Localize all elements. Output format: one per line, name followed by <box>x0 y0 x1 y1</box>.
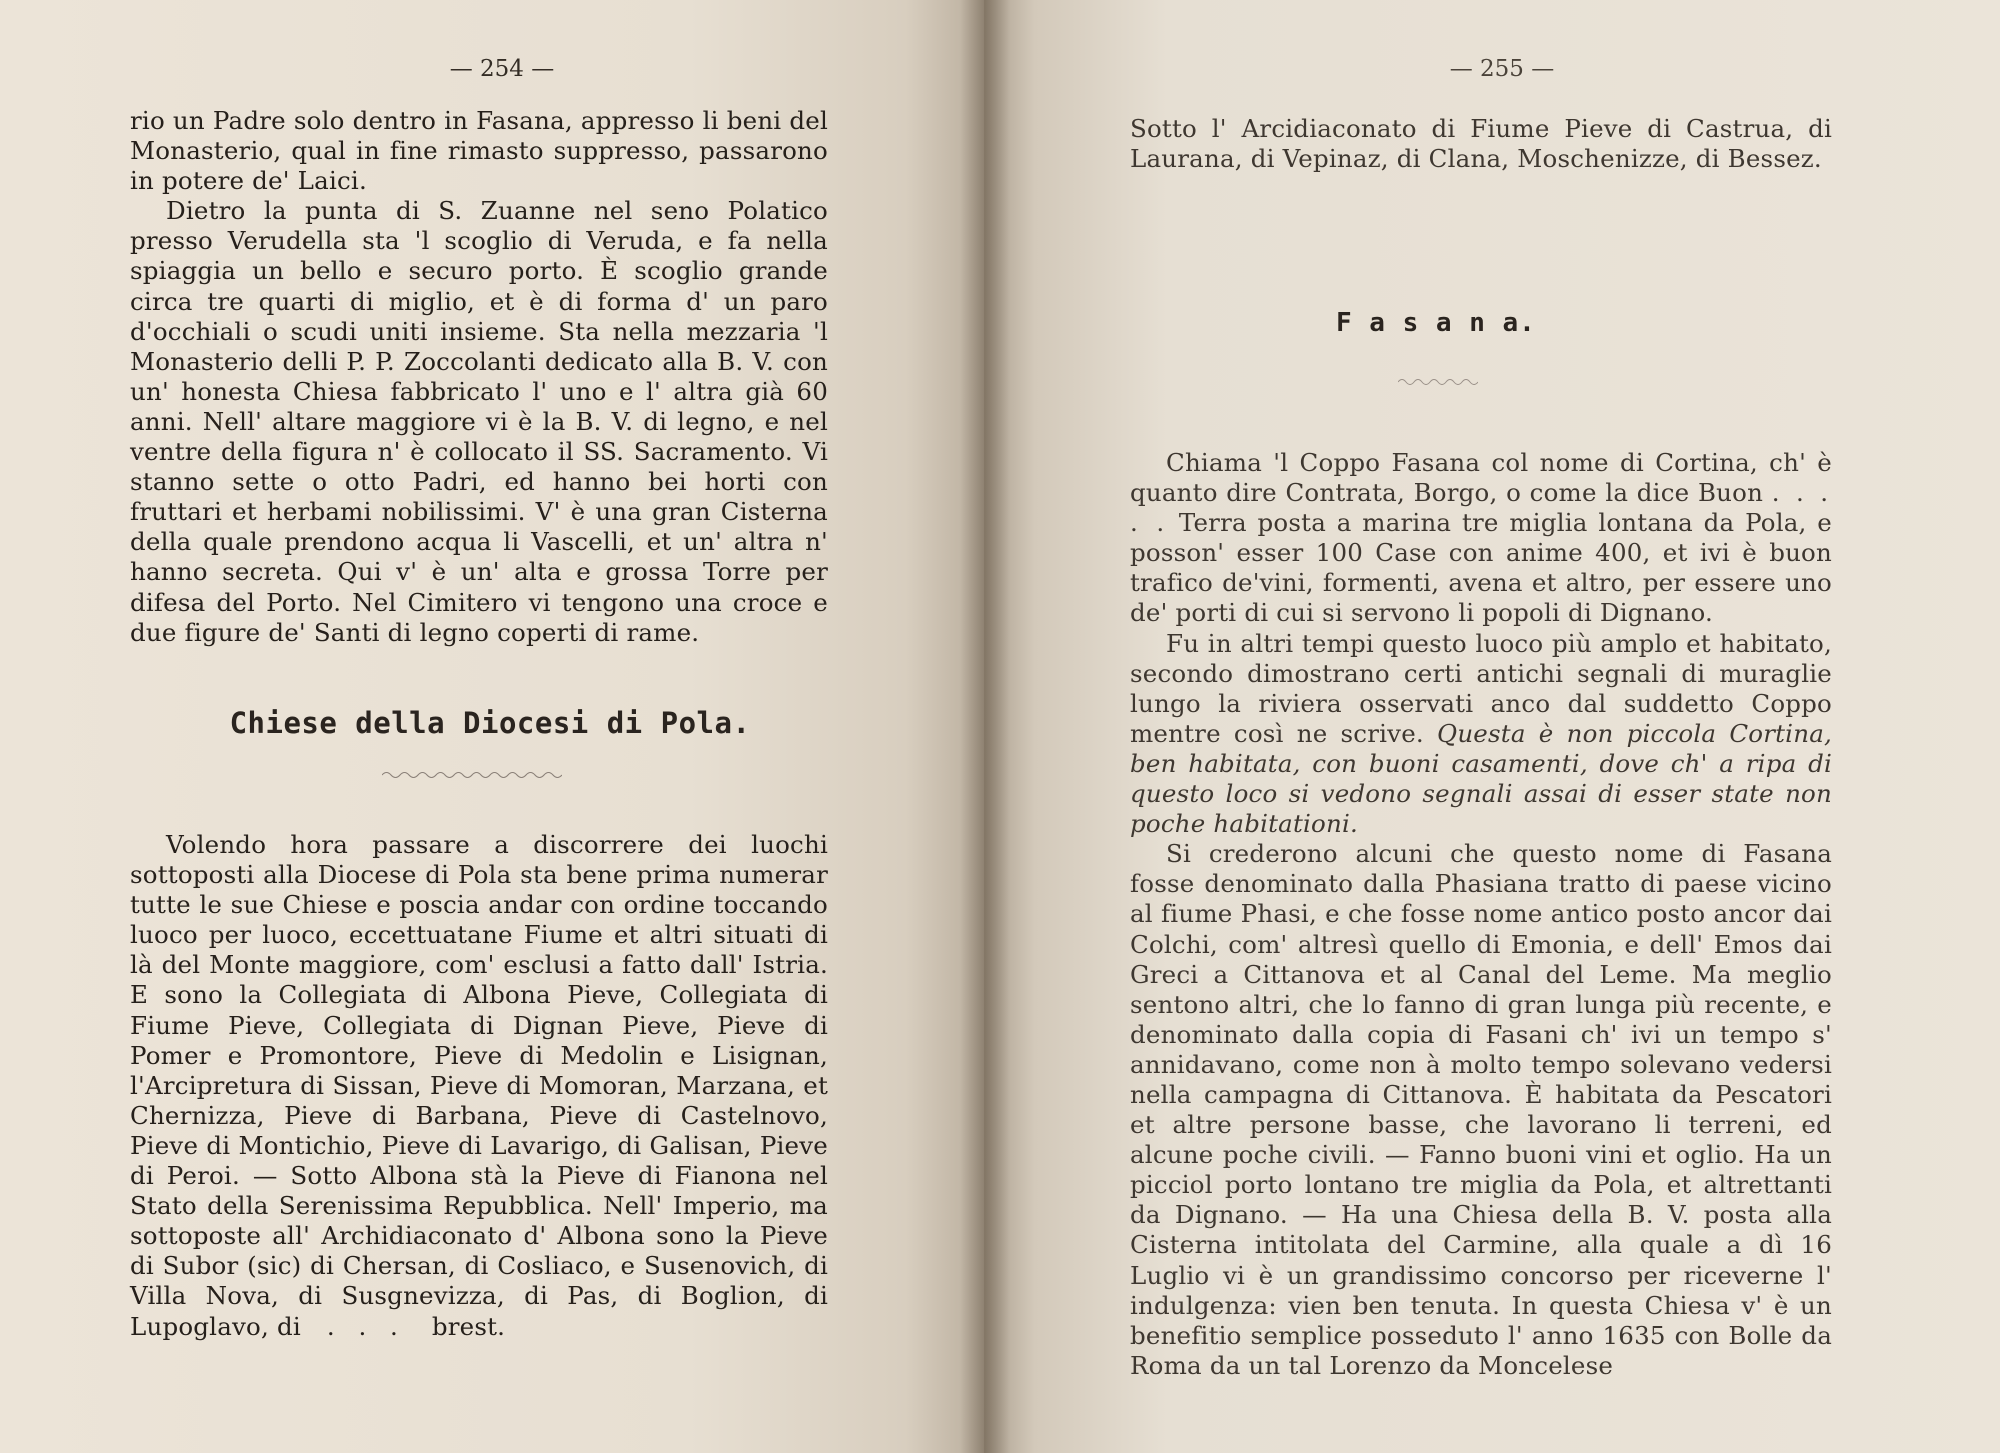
right-heading-ornament <box>1398 376 1478 388</box>
right-paragraph-3: Si crederono alcuni che questo nome di Fasana fosse denominato dalla Phasiana tratto di paese vicino al fiume Phasi, e che fosse nome antico posto ancor dai Colchi, com' altresì quello di Emonia, e dell' Emos dai Greci a Cittanova et al Canal del Leme. Ma meglio sentono altri, che lo fanno di gran lunga più recente, e denominato dalla copia di Fasani ch' ivi un tempo s' annidavano, come non à molto tempo solevano vedersi nella campagna di Cittanova. È habitata da Pescatori et altre persone basse, che lavorano li terreni, ed alcune poche civili. — Fanno buoni vini et oglio. Ha un picciol porto lontano tre miglia da Pola, et altrettanti da Dignano. — Ha una Chiesa della B. V. posta alla Cisterna intitolata del Carmine, alla quale a dì 16 Luglio vi è un grandissimo concorso per riceverne l' indulgenza: vien ben tenuta. In questa Chiesa v' è un benefitio semplice posseduto l' anno 1635 con Bolle da Roma da un tal Lorenzo da Moncelese <box>1130 839 1832 1380</box>
left-section-heading: Chiese della Diocesi di Pola. <box>229 706 751 740</box>
right-paragraph-2 <box>1130 629 1832 840</box>
left-paragraph-3-dots: . . . <box>326 1311 406 1341</box>
left-heading-ornament <box>382 769 562 781</box>
right-paragraph-1-a: Chiama 'l Coppo Fasana col nome di Cortina, ch' è quanto dire Contrata, Borgo, o come la dice Buon <box>1130 448 1832 508</box>
right-paragraph-0: Sotto l' Arcidiaconato di Fiume Pieve di Castrua, di Laurana, di Vepinaz, di Clana, Moschenizze, di Bessez. <box>1130 114 1832 174</box>
left-paragraph-2: Dietro la punta di S. Zuanne nel seno Polatico presso Verudella sta 'l scoglio di Veruda, e fa nella spiaggia un bello e securo porto. È scoglio grande circa tre quarti di miglio, et è di forma d' un paro d'occhiali o scudi uniti insieme. Sta nella mezzaria 'l Monasterio delli P. P. Zoccolanti dedicato alla B. V. con un' honesta Chiesa fabbricato l' uno e l' altra già 60 anni. Nell' altare maggiore vi è la B. V. di legno, e nel ventre della figura n' è collocato il SS. Sacramento. Vi stanno sette o otto Padri, ed hanno bei horti con fruttari et herbami nobilissimi. V' è una gran Cisterna della quale prendono acqua li Vascelli, et un' altra n' hanno secreta. Qui v' è un' alta e grossa Torre per difesa del Porto. Nel Cimitero vi tengono una croce e due figure de' Santi di legno coperti di rame. <box>130 196 828 647</box>
left-paragraph-3-end: brest. <box>431 1311 506 1341</box>
right-paragraph-1 <box>1130 448 1832 629</box>
left-bottom-text <box>130 830 828 1342</box>
left-paragraph-1: rio un Padre solo dentro in Fasana, appresso li beni del Monasterio, qual in fine rimasto suppresso, passarono in potere de' Laici. <box>130 106 828 196</box>
right-main-text <box>1130 448 1832 1381</box>
left-paragraph-3-main: Volendo hora passare a discorrere dei luochi sottoposti alla Diocese di Pola sta bene prima numerar tutte le sue Chiese e poscia andar con ordine toccando luoco per luoco, eccettuatane Fiume et altri situati di là del Monte maggiore, com' esclusi a fatto dall' Istria. E sono la Collegiata di Albona Pieve, Collegiata di Fiume Pieve, Collegiata di Dignan Pieve, Pieve di Pomer e Promontore, Pieve di Medolin e Lisignan, l'Arcipretura di Sissan, Pieve di Momoran, Marzana, et Chernizza, Pieve di Barbana, Pieve di Castelnovo, Pieve di Montichio, Pieve di Lavarigo, di Galisan, Pieve di Peroi. — Sotto Albona stà la Pieve di Fianona nel Stato della Serenissima Repubblica. Nell' Imperio, ma sottoposte all' Archidiaconato d' Albona sono la Pieve di Subor (sic) di Chersan, di Cosliaco, e Susenovich, di Villa Nova, di Susgnevizza, di Pas, di Boglion, di Lupoglavo, di <box>130 830 828 1341</box>
right-paragraph-1-dots: . . . . . <box>1130 478 1832 538</box>
right-paragraph-2-italic: Questa è non piccola Cortina, ben habitata, con buoni casamenti, dove ch' a ripa di questo loco si vedono segnali assai di esser state non poche habitationi. <box>1130 718 1832 839</box>
right-page-number: — 255 — <box>1449 56 1555 82</box>
right-section-heading: F a s a n a. <box>1336 308 1536 338</box>
right-top-text <box>1130 114 1832 174</box>
right-paragraph-2-a: Fu in altri tempi questo luoco più amplo et habitato, secondo dimostrano certi antichi segnali di muraglie lungo la riviera osservati anco dal suddetto Coppo mentre così ne scrive. <box>1130 628 1832 748</box>
left-page-number: — 254 — <box>449 56 555 82</box>
left-top-text <box>130 106 828 648</box>
left-paragraph-3 <box>130 830 828 1342</box>
right-paragraph-1-b: Terra posta a marina tre miglia lontana da Pola, e posson' esser 100 Case con anime 400, et ivi è buon trafico de'vini, formenti, avena et altro, per essere uno de' porti di cui si servono li popoli di Dignano. <box>1130 508 1832 628</box>
left-page <box>0 0 984 1453</box>
